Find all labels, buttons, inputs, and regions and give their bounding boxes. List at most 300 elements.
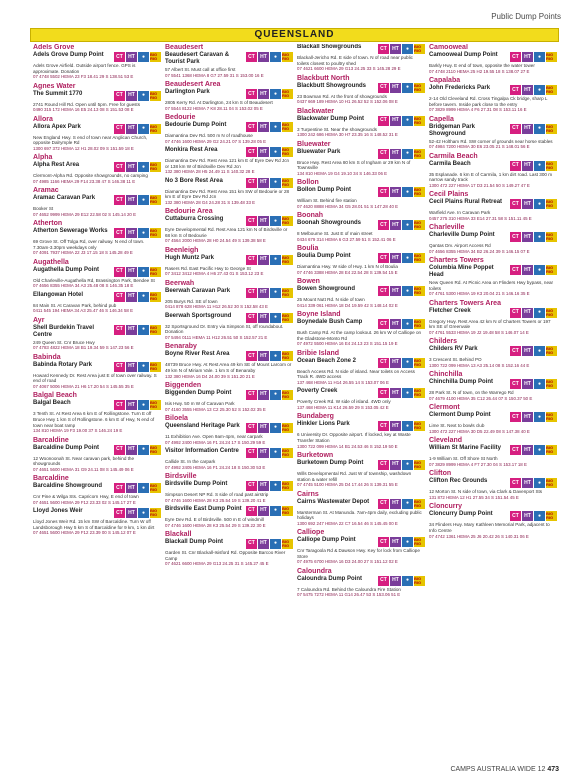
site-description: 25 Mount Nutt Rd. N side of town <box>297 297 365 303</box>
map-pin-icon: ● <box>402 537 413 547</box>
site-contact-coords: 0437 669 189 HEMA 10 H1 26.52 52 S 152.06 08 E <box>297 99 398 105</box>
site-contact-coords: 132 380 HEMA 28 H5 24.49 11 S 140.32 28 E <box>165 169 255 175</box>
map-pin-icon: ● <box>402 499 413 509</box>
site-name: Ocean Beach Zone 2 <box>297 357 357 364</box>
site-row <box>33 162 161 172</box>
big-rig-icon: BIG RIG <box>150 400 161 410</box>
site-description: 6 University Dr. Opposite airport. If locked, key at Waste Transfer Station <box>297 432 411 443</box>
site-description: Isis Hwy. 50 m W of Caravan Park <box>165 400 235 406</box>
site-contact-coords: 07 4972 5500 HEMA 16 E4 24.13 23 S 151.15 19 E <box>297 341 398 347</box>
listing-entry <box>297 278 425 308</box>
facility-icons <box>246 351 293 361</box>
cassette-toilet-icon: CT <box>378 421 389 431</box>
big-rig-icon: BIG RIG <box>282 216 293 226</box>
big-rig-icon: BIG RIG <box>546 161 557 171</box>
site-contact-coords: 07 4761 5300 HEMA 19 K3 20.04 21 S 146.16 35 E <box>429 291 530 297</box>
town-name: Charters Towers <box>429 257 484 265</box>
site-description: 12 Woonoonah St. Near caravan park, behind the showgrounds <box>33 455 135 467</box>
big-rig-icon: BIG RIG <box>414 83 425 93</box>
site-description: Qantas Drv. Airport Access Rd <box>429 243 491 249</box>
holding-tank-icon: HT <box>390 44 401 54</box>
listing-entry <box>297 491 425 527</box>
site-description: William St. Behind fire station <box>297 198 357 204</box>
map-pin-icon: ● <box>138 325 149 335</box>
listing-entry <box>165 343 293 379</box>
site-contact-coords: 07 4783 4822 HEMA 18 B1 19.34 59 S 147.23 56 E <box>33 345 134 351</box>
listing-entry <box>297 311 425 347</box>
listing-entry <box>165 506 293 528</box>
big-rig-icon: BIG RIG <box>150 483 161 493</box>
listing-entry <box>165 280 293 310</box>
site-row <box>33 91 161 101</box>
big-rig-icon: BIG RIG <box>150 325 161 335</box>
facility-icons <box>510 308 557 318</box>
facility-icons <box>378 421 425 431</box>
cassette-toilet-icon: CT <box>246 390 257 400</box>
cassette-toilet-icon: CT <box>378 286 389 296</box>
site-description: 12 Morton St. N side of town, via Clark & Davenport Sts <box>429 489 543 495</box>
facility-icons <box>510 85 557 95</box>
site-name: Blackbutt Showgrounds <box>297 82 366 89</box>
cassette-toilet-icon: CT <box>246 288 257 298</box>
map-pin-icon: ● <box>138 91 149 101</box>
site-row <box>165 288 293 298</box>
site-name: Poverty Creek <box>297 388 338 395</box>
map-pin-icon: ● <box>402 149 413 159</box>
site-contact-coords: 07 5541 1368 HEMA 8 G7 27.59 31 S 153.00 16 E <box>165 72 264 78</box>
cassette-toilet-icon: CT <box>510 124 521 134</box>
town-name: Biggenden <box>165 381 202 389</box>
site-description: 2805 Kerry Rd. At Darlington, 24 km S of Beaudesert <box>165 100 273 105</box>
holding-tank-icon: HT <box>390 460 401 470</box>
column-1 <box>33 44 161 762</box>
map-pin-icon: ● <box>270 288 281 298</box>
town-name: Barcaldine <box>33 475 69 483</box>
map-pin-icon: ● <box>270 122 281 132</box>
cassette-toilet-icon: CT <box>378 537 389 547</box>
listing-entry <box>429 153 557 189</box>
site-row <box>429 52 557 62</box>
site-contact-coords: 0434 679 314 HEMA 6 G3 27.59 51 S 152.41 06 E <box>297 236 396 242</box>
region-heading: QUEENSLAND <box>30 28 559 42</box>
site-name: Visitor Information Centre <box>165 447 239 454</box>
map-pin-icon: ● <box>270 178 281 188</box>
facility-icons <box>246 539 293 549</box>
map-pin-icon: ● <box>270 423 281 433</box>
site-name: Carmila Beach <box>429 160 471 167</box>
map-pin-icon: ● <box>138 508 149 518</box>
facility-icons <box>510 265 557 275</box>
map-pin-icon: ● <box>270 52 281 62</box>
site-description: Marsterman St. At Manunda. 7am-4pm daily, excluding public holidays <box>297 509 422 521</box>
big-rig-icon: BIG RIG <box>546 265 557 275</box>
listing-entry <box>33 154 161 184</box>
cassette-toilet-icon: CT <box>378 499 389 509</box>
site-description: Booker St <box>33 206 54 212</box>
listing-entry <box>165 114 293 144</box>
facility-icons <box>114 483 161 493</box>
holding-tank-icon: HT <box>126 508 137 518</box>
facility-icons <box>246 313 293 323</box>
cassette-toilet-icon: CT <box>510 478 521 488</box>
town-name: Beaudesert <box>165 44 204 51</box>
big-rig-icon: BIG RIG <box>546 379 557 389</box>
listing-entry <box>165 313 293 341</box>
site-name: William St Marine Facility <box>429 445 501 452</box>
big-rig-icon: BIG RIG <box>150 162 161 172</box>
cassette-toilet-icon: CT <box>510 232 521 242</box>
site-name: Lloyd Jones Weir <box>33 508 83 515</box>
map-pin-icon: ● <box>534 199 545 209</box>
town-name: Bowen <box>297 278 320 286</box>
holding-tank-icon: HT <box>126 292 137 302</box>
big-rig-icon: BIG RIG <box>282 52 293 62</box>
listing-entry <box>165 247 293 277</box>
site-description: 1-9 William St. Off Shore St North <box>429 456 498 462</box>
site-contact-coords: 07 4746 1600 HEMA 29 G2 24.21 07 S 139.28 05 E <box>165 138 267 144</box>
site-row <box>429 124 557 138</box>
facility-icons <box>378 149 425 159</box>
big-rig-icon: BIG RIG <box>414 499 425 509</box>
facility-icons <box>246 89 293 99</box>
big-rig-icon: BIG RIG <box>414 388 425 398</box>
map-pin-icon: ● <box>270 539 281 549</box>
town-name: Benaraby <box>165 343 197 351</box>
listing-entry <box>165 81 293 111</box>
site-description: 52-42 Holtham Rd. SW corner of grounds near horse stables <box>429 138 553 144</box>
site-contact-coords: 1300 472 227 HEMA 30 D5 22.49 08 S 147.38 40 E <box>429 428 530 434</box>
town-name: Capalaba <box>429 77 461 84</box>
cassette-toilet-icon: CT <box>510 161 521 171</box>
big-rig-icon: BIG RIG <box>414 253 425 263</box>
site-description: Adels Grove Airfield. Outside airport fence. GPS is approximate. Donation <box>33 63 136 74</box>
site-row <box>429 308 557 318</box>
site-contact-coords: 07 4651 5600 HEMA 29 F12 23.33 02 S 145.17 27 E <box>33 499 136 505</box>
site-description: Howard Kennedy Dr. Rest Area just E of town over railway. S end of road <box>33 372 157 384</box>
facility-icons <box>510 412 557 422</box>
listing-entry <box>297 350 425 386</box>
site-contact-coords: 0457 275 310 HEMA 33 E14 27.31 58 S 151.11 45 E <box>429 215 532 221</box>
site-contact-coords: 07 4652 9999 HEMA 29 E12 22.58 02 S 145.14 20 E <box>33 211 137 217</box>
town-name: Adels Grove <box>33 44 75 51</box>
cassette-toilet-icon: CT <box>246 52 257 62</box>
map-pin-icon: ● <box>402 358 413 368</box>
listing-entry <box>33 220 161 256</box>
site-contact-coords: 07 4745 5100 HEMA 25 D4 17.44 26 S 139.31 55 E <box>297 482 398 488</box>
site-contact-coords: 134 810 HEMA 19 G4 19.10 34 S 146.33 06 E <box>297 170 388 176</box>
site-name: Alpha Rest Area <box>33 162 80 169</box>
listing-entry <box>429 470 557 500</box>
listing-entry <box>429 224 557 254</box>
site-contact-coords: 07 4746 3388 HEMA 28 E4 22.54 28 S 139.54 15 E <box>297 269 398 275</box>
town-name: Calliope <box>297 529 325 537</box>
site-contact-coords: 07 4656 8355 HEMA 34 B2 26.24 39 S 146.15 07 E <box>429 248 530 254</box>
facility-icons <box>378 220 425 230</box>
site-contact-coords: 07 4679 4100 HEMA 35 C12 26.44 07 S 150.37 50 E <box>429 395 533 401</box>
site-contact-coords: 07 4746 1600 HEMA 28 K3 25.54 29 S 139.22 30 E <box>165 522 266 528</box>
site-description: Diamantina Dev Rd. 500 m N of roadhouse <box>165 133 253 138</box>
site-row <box>165 539 293 549</box>
cassette-toilet-icon: CT <box>510 85 521 95</box>
listing-entry <box>429 77 557 113</box>
facility-icons <box>378 116 425 126</box>
facility-icons <box>114 292 161 302</box>
cassette-toilet-icon: CT <box>246 89 257 99</box>
site-name: Barcaldine Dump Point <box>33 444 100 451</box>
site-contact-coords: 07 4067 5006 HEMA 21 H6 17.20 54 S 145.55 35 E <box>33 383 134 389</box>
site-description: Old Charleville-Augathella Rd, Brassington Park, Bendee St <box>33 277 155 283</box>
holding-tank-icon: HT <box>258 390 269 400</box>
cassette-toilet-icon: CT <box>114 445 125 455</box>
big-rig-icon: BIG RIG <box>546 478 557 488</box>
listing-entry <box>165 147 293 175</box>
column-3 <box>297 44 425 762</box>
town-name: Babinda <box>33 353 61 361</box>
listing-entry <box>297 568 425 598</box>
facility-icons <box>378 319 425 329</box>
big-rig-icon: BIG RIG <box>546 445 557 455</box>
facility-icons <box>114 445 161 455</box>
big-rig-icon: BIG RIG <box>282 178 293 188</box>
site-row <box>165 481 293 491</box>
listing-entry <box>429 338 557 368</box>
holding-tank-icon: HT <box>390 187 401 197</box>
holding-tank-icon: HT <box>522 379 533 389</box>
cassette-toilet-icon: CT <box>378 83 389 93</box>
facility-icons <box>114 91 161 101</box>
big-rig-icon: BIG RIG <box>150 124 161 134</box>
holding-tank-icon: HT <box>126 52 137 62</box>
big-rig-icon: BIG RIG <box>546 85 557 95</box>
big-rig-icon: BIG RIG <box>150 445 161 455</box>
site-contact-coords: 07 4748 2110 HEMA 25 H2 19.55 18 S 138.07 27 E <box>429 68 530 74</box>
facility-icons <box>114 162 161 172</box>
site-name: Beaudesert Caravan & Tourist Park <box>165 52 230 65</box>
big-rig-icon: BIG RIG <box>546 52 557 62</box>
site-row <box>33 195 161 205</box>
big-rig-icon: BIG RIG <box>282 313 293 323</box>
facility-icons <box>246 216 293 226</box>
town-name: Clermont <box>429 404 460 412</box>
site-name: Aramac Caravan Park <box>33 195 96 202</box>
cassette-toilet-icon: CT <box>114 325 125 335</box>
big-rig-icon: BIG RIG <box>414 286 425 296</box>
column-4 <box>429 44 557 762</box>
map-pin-icon: ● <box>402 319 413 329</box>
site-contact-coords: 137 468 HEMA 11 H14 26.55 14 S 153.07 06 E <box>297 379 389 385</box>
holding-tank-icon: HT <box>390 388 401 398</box>
map-pin-icon: ● <box>402 576 413 586</box>
site-description: Eyre Dev Rd. E of Birdsville. 500 m E of windmill <box>165 516 264 522</box>
site-name: Shell Burdekin Travel Centre <box>33 324 95 338</box>
site-row <box>429 199 557 209</box>
map-pin-icon: ● <box>534 511 545 521</box>
site-contact-coords: 07 5494 0111 HEMA 11 H12 26.51 50 S 152.57 21 E <box>165 334 268 340</box>
site-contact-coords: 07 4651 5600 HEMA 31 G9 24.11 08 S 145.49 06 E <box>33 466 134 472</box>
site-row <box>165 216 293 226</box>
site-contact-coords: 132 380 HEMA 16 D4 24.00 39 S 151.20 21 E <box>165 373 255 379</box>
listing-entry <box>297 529 425 565</box>
facility-icons <box>378 537 425 547</box>
site-description: New Queen Rd. At Picnic Area on Flinders Hwy bypass, near toilets <box>429 280 554 291</box>
site-row <box>297 286 425 296</box>
holding-tank-icon: HT <box>390 358 401 368</box>
site-row <box>429 379 557 389</box>
site-row <box>165 255 293 265</box>
site-name: Blackall Dump Point <box>165 538 224 545</box>
map-pin-icon: ● <box>534 161 545 171</box>
town-name: Blackwater <box>297 107 334 115</box>
site-row <box>297 537 425 547</box>
site-description: 205 Burys Rd. SE of town <box>165 298 218 304</box>
site-row <box>165 423 293 433</box>
facility-icons <box>510 199 557 209</box>
site-description: 57 Albert St. Must call at office first <box>165 67 236 72</box>
facility-icons <box>378 253 425 263</box>
holding-tank-icon: HT <box>126 445 137 455</box>
town-name: Beenleigh <box>165 246 199 254</box>
listing-entry <box>33 292 161 314</box>
map-pin-icon: ● <box>138 362 149 372</box>
listing-entry <box>429 503 557 539</box>
listing-entry <box>297 212 425 242</box>
big-rig-icon: BIG RIG <box>414 187 425 197</box>
site-row <box>297 358 425 368</box>
holding-tank-icon: HT <box>258 52 269 62</box>
listing-entry <box>165 178 293 206</box>
holding-tank-icon: HT <box>390 116 401 126</box>
map-pin-icon: ● <box>534 445 545 455</box>
map-pin-icon: ● <box>402 421 413 431</box>
holding-tank-icon: HT <box>390 499 401 509</box>
holding-tank-icon: HT <box>126 325 137 335</box>
site-description: 249 Queen St. Cnr Bruce Hwy <box>33 339 95 345</box>
site-row <box>165 147 293 157</box>
map-pin-icon: ● <box>138 483 149 493</box>
site-name: Boulia Dump Point <box>297 253 351 260</box>
cassette-toilet-icon: CT <box>378 44 389 54</box>
holding-tank-icon: HT <box>390 319 401 329</box>
map-pin-icon: ● <box>534 346 545 356</box>
site-name: Barcaldine Showground <box>33 483 103 490</box>
map-pin-icon: ● <box>270 481 281 491</box>
town-name: Birdsville <box>165 472 197 480</box>
map-pin-icon: ● <box>534 412 545 422</box>
map-pin-icon: ● <box>534 124 545 134</box>
big-rig-icon: BIG RIG <box>282 506 293 516</box>
map-pin-icon: ● <box>534 478 545 488</box>
map-pin-icon: ● <box>534 265 545 275</box>
site-contact-coords: 1300 722 099 HEMA 13 A3 25.14 08 S 152.16 44 E <box>429 362 530 368</box>
site-row <box>297 44 425 54</box>
site-name: Atherton Sewerage Works <box>33 228 108 235</box>
site-row <box>429 265 557 279</box>
cassette-toilet-icon: CT <box>378 116 389 126</box>
listing-entry <box>33 44 161 80</box>
town-name: Augathella <box>33 258 69 266</box>
cassette-toilet-icon: CT <box>246 147 257 157</box>
site-description: 3 Crescent St. Behind PO <box>429 357 482 363</box>
big-rig-icon: BIG RIG <box>414 460 425 470</box>
site-description: 35 Esplanade. 6 km E of Carmila, 1 km dirt road. Last 300 m narrow sandy track <box>429 171 553 183</box>
town-name: Camooweal <box>429 44 468 51</box>
site-description: Eyre Developmental Rd. Rest Area 121 km N of Birdsville or 68 km S of Bedourie <box>165 227 288 238</box>
town-name: Caloundra <box>297 567 332 575</box>
facility-icons <box>378 499 425 509</box>
site-contact-coords: 0411 545 194 HEMA 34 A3 25.47 46 S 146.34 58 E <box>33 308 134 314</box>
site-row <box>33 400 161 410</box>
site-row <box>429 511 557 521</box>
site-name: Charleville Dump Point <box>429 232 495 239</box>
facility-icons <box>114 325 161 335</box>
town-name: Bollon <box>297 179 319 187</box>
site-description: Diamantina Dev Rd. Rest Area 121 km E of Eyre Dev Rd Jcn or 138 km W of Birdsville Dev Rd Jcn <box>165 158 290 169</box>
site-description: Wills Developmental Rd. Just W of township, washdown station & water refill <box>297 470 412 482</box>
town-name: Agnes Water <box>33 82 76 90</box>
site-description: Cnr Pine & Wilga Sts. Capricorn Hwy, E end of town <box>33 494 139 500</box>
map-pin-icon: ● <box>138 228 149 238</box>
site-name: Queensland Heritage Park <box>165 422 240 429</box>
publication-name: CAMPS AUSTRALIA WIDE 12 <box>450 766 546 773</box>
site-contact-coords: 1300 722 099 HEMA 14 B1 24.53 46 S 152.19 50 E <box>297 443 398 449</box>
holding-tank-icon: HT <box>390 83 401 93</box>
site-contact-coords: 07 4621 6600 HEMA 29 G13 24.25 33 S 145.28 29 E <box>297 66 401 72</box>
town-name: Boonah <box>297 212 324 220</box>
site-contact-coords: 07 4091 7937 HEMA 22 J3 17.15 18 S 145.28 49 E <box>33 250 133 256</box>
facility-icons <box>378 388 425 398</box>
listing-entry <box>33 475 161 505</box>
site-description: 34 Flinders Hwy. Mary Kathleen Memorial Park, adjacent to Info Centre <box>429 522 550 533</box>
facility-icons <box>246 448 293 458</box>
site-row <box>297 149 425 159</box>
town-name: Allora <box>33 115 53 123</box>
holding-tank-icon: HT <box>522 124 533 134</box>
listing-entry <box>165 208 293 244</box>
map-pin-icon: ● <box>138 292 149 302</box>
site-name: Darlington Park <box>165 89 210 95</box>
big-rig-icon: BIG RIG <box>150 267 161 277</box>
holding-tank-icon: HT <box>522 85 533 95</box>
listing-entry <box>297 75 425 105</box>
big-rig-icon: BIG RIG <box>282 390 293 400</box>
site-contact-coords: 07 4984 7200 HEMA 30 E6 23.05 21 S 148.01 56 E <box>429 144 530 150</box>
page-footer <box>450 766 559 773</box>
cassette-toilet-icon: CT <box>114 162 125 172</box>
site-name: Columbia Mine Poppet Head <box>429 265 494 279</box>
site-name: Blackwater Dump Point <box>297 115 365 122</box>
site-name: Blackall Showgrounds <box>297 44 362 50</box>
facility-icons <box>246 147 293 157</box>
listing-entry <box>297 44 425 72</box>
site-row <box>33 267 161 277</box>
big-rig-icon: BIG RIG <box>414 149 425 159</box>
town-name: Ayr <box>33 316 45 324</box>
site-name: Fletcher Creek <box>429 307 471 314</box>
site-name: Birdsville East Dump Point <box>165 505 242 512</box>
holding-tank-icon: HT <box>258 122 269 132</box>
cassette-toilet-icon: CT <box>378 187 389 197</box>
facility-icons <box>510 232 557 242</box>
town-name: Capella <box>429 115 454 123</box>
site-name: Hinkler Lions Park <box>297 421 350 428</box>
map-pin-icon: ● <box>402 83 413 93</box>
big-rig-icon: BIG RIG <box>414 358 425 368</box>
site-description: Bush Camp Rd. At the camp lookout. 26 km W of Calliope on the Gladstone-Monto Rd <box>297 330 422 341</box>
site-description: 3 Turpentine St. Near the showgrounds <box>297 126 377 132</box>
site-description: New England Hwy. S end of town near Anglican Church, opposite Dalrymple Rd <box>33 134 148 146</box>
site-row <box>429 412 557 422</box>
site-row <box>429 85 557 95</box>
